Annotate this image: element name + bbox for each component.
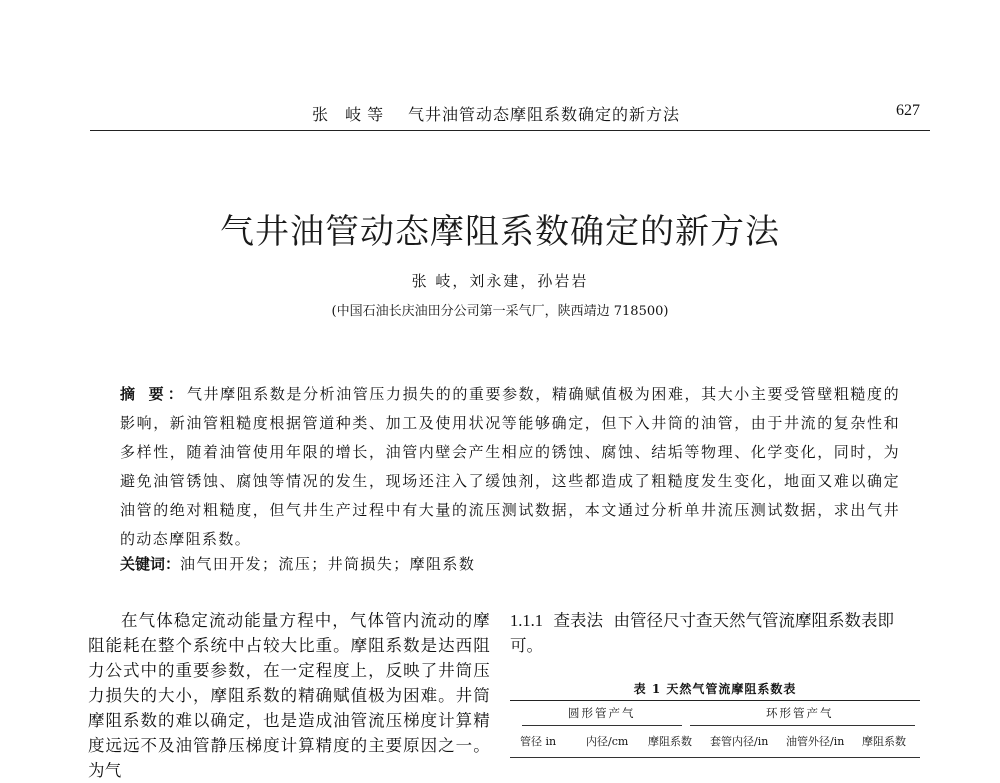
author-list: 张 岐，刘永建，孙岩岩	[411, 272, 589, 290]
running-head	[90, 100, 930, 131]
table-header-cell: 摩阻系数	[648, 735, 692, 748]
keywords-label: 关键词：	[120, 555, 181, 573]
table-rule	[510, 757, 920, 758]
abstract-text: 气井摩阻系数是分析油管压力损失的的重要参数，精确赋值极为困难，其大小主要受管壁粗糙度的影响，新油管粗糙度根据管道种类、加工及使用状况等能够确定，但下入井筒的油管，由于井流的复杂性和多样性，随着油管使用年限的增长，油管内壁会产生相应的锈蚀、腐蚀、结垢等物理、化学变化，同时，为避免油管锈蚀、腐蚀等情况的发生，现场还注入了缓蚀剂，这些都造成了粗糙度发生变化，地面又难以确定油管的绝对粗糙度，但气井生产过程中有大量的流压测试数据，本文通过分析单井流压测试数据，求出气井的动态摩阻系数。	[120, 385, 900, 548]
table-header-cell: 套管内径/in	[710, 735, 769, 748]
table-caption: 表 1 天然气管流摩阻系数表	[633, 682, 797, 696]
page-number: 627	[896, 102, 920, 119]
table-group-annular-pipe: 环形管产气	[766, 706, 834, 720]
affiliation: (中国石油长庆油田分公司第一采气厂，陕西靖边 718500)	[331, 304, 669, 319]
table-subrule	[690, 725, 915, 726]
paper-title: 气井油管动态摩阻系数确定的新方法	[220, 212, 780, 252]
friction-table	[510, 700, 920, 761]
table-subrule	[522, 725, 682, 726]
body-column-right	[510, 608, 920, 658]
abstract	[120, 380, 900, 554]
table-header-cell: 油管外径/in	[786, 735, 845, 748]
table-header-cell: 内径/cm	[586, 735, 629, 748]
keywords-text: 油气田开发；流压；井筒损失；摩阻系数	[180, 555, 476, 573]
table-header-cell: 管径 in	[520, 735, 557, 748]
body-paragraph: 在气体稳定流动能量方程中，气体管内流动的摩阻能耗在整个系统中占较大比重。摩阻系数是达西阻力公式中的重要参数，在一定程度上，反映了井筒压力损失的大小，摩阻系数的精确赋值极为困难。井筒摩阻系数的难以确定，也是造成油管流压梯度计算精度远远不及油管静压梯度计算精度的主要原因之一。为气	[88, 611, 490, 780]
section-number: 1.1.1	[510, 611, 543, 630]
keywords	[120, 553, 900, 574]
section-1-1-1	[510, 608, 920, 658]
table-header-row	[510, 733, 920, 751]
section-text: 由管径尺寸查天然气管流摩阻系数表即可。	[510, 611, 894, 655]
table-header-cell: 摩阻系数	[862, 735, 906, 748]
table-group-round-pipe: 圆形管产气	[568, 706, 636, 720]
running-head-title: 气井油管动态摩阻系数确定的新方法	[408, 105, 681, 124]
section-title: 查表法	[553, 611, 603, 630]
running-head-authors: 张 岐等	[312, 105, 390, 124]
body-column-left	[88, 608, 490, 780]
abstract-label: 摘 要：	[120, 385, 187, 403]
